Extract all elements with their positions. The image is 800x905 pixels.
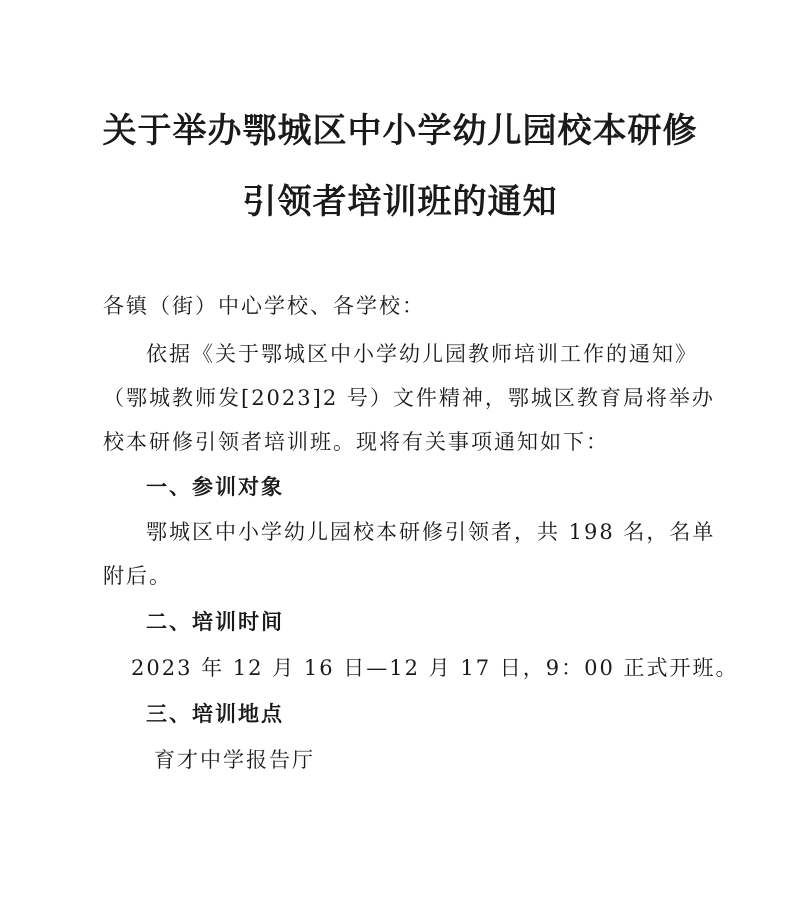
section-heading-time: 二、培训时间 xyxy=(146,610,284,634)
document-title-line-2: 引领者培训班的通知 xyxy=(242,182,558,222)
salutation: 各镇（街）中心学校、各学校： xyxy=(103,294,425,318)
intro-line-3: 校本研修引领者培训班。现将有关事项通知如下： xyxy=(103,430,609,454)
document-title-line-1: 关于举办鄂城区中小学幼儿园校本研修 xyxy=(102,111,698,151)
intro-line-2: （鄂城教师发[2023]2 号）文件精神，鄂城区教育局将举办 xyxy=(103,386,715,410)
participants-body-line-1: 鄂城区中小学幼儿园校本研修引领者，共 198 名，名单 xyxy=(146,520,716,544)
time-body: 2023 年 12 月 16 日—12 月 17 日，9：00 正式开班。 xyxy=(131,656,739,680)
participants-body-line-2: 附后。 xyxy=(103,564,172,588)
intro-line-1: 依据《关于鄂城区中小学幼儿园教师培训工作的通知》 xyxy=(146,342,698,366)
section-heading-participants: 一、参训对象 xyxy=(146,475,284,499)
section-heading-location: 三、培训地点 xyxy=(146,702,284,726)
location-body: 育才中学报告厅 xyxy=(154,748,315,772)
